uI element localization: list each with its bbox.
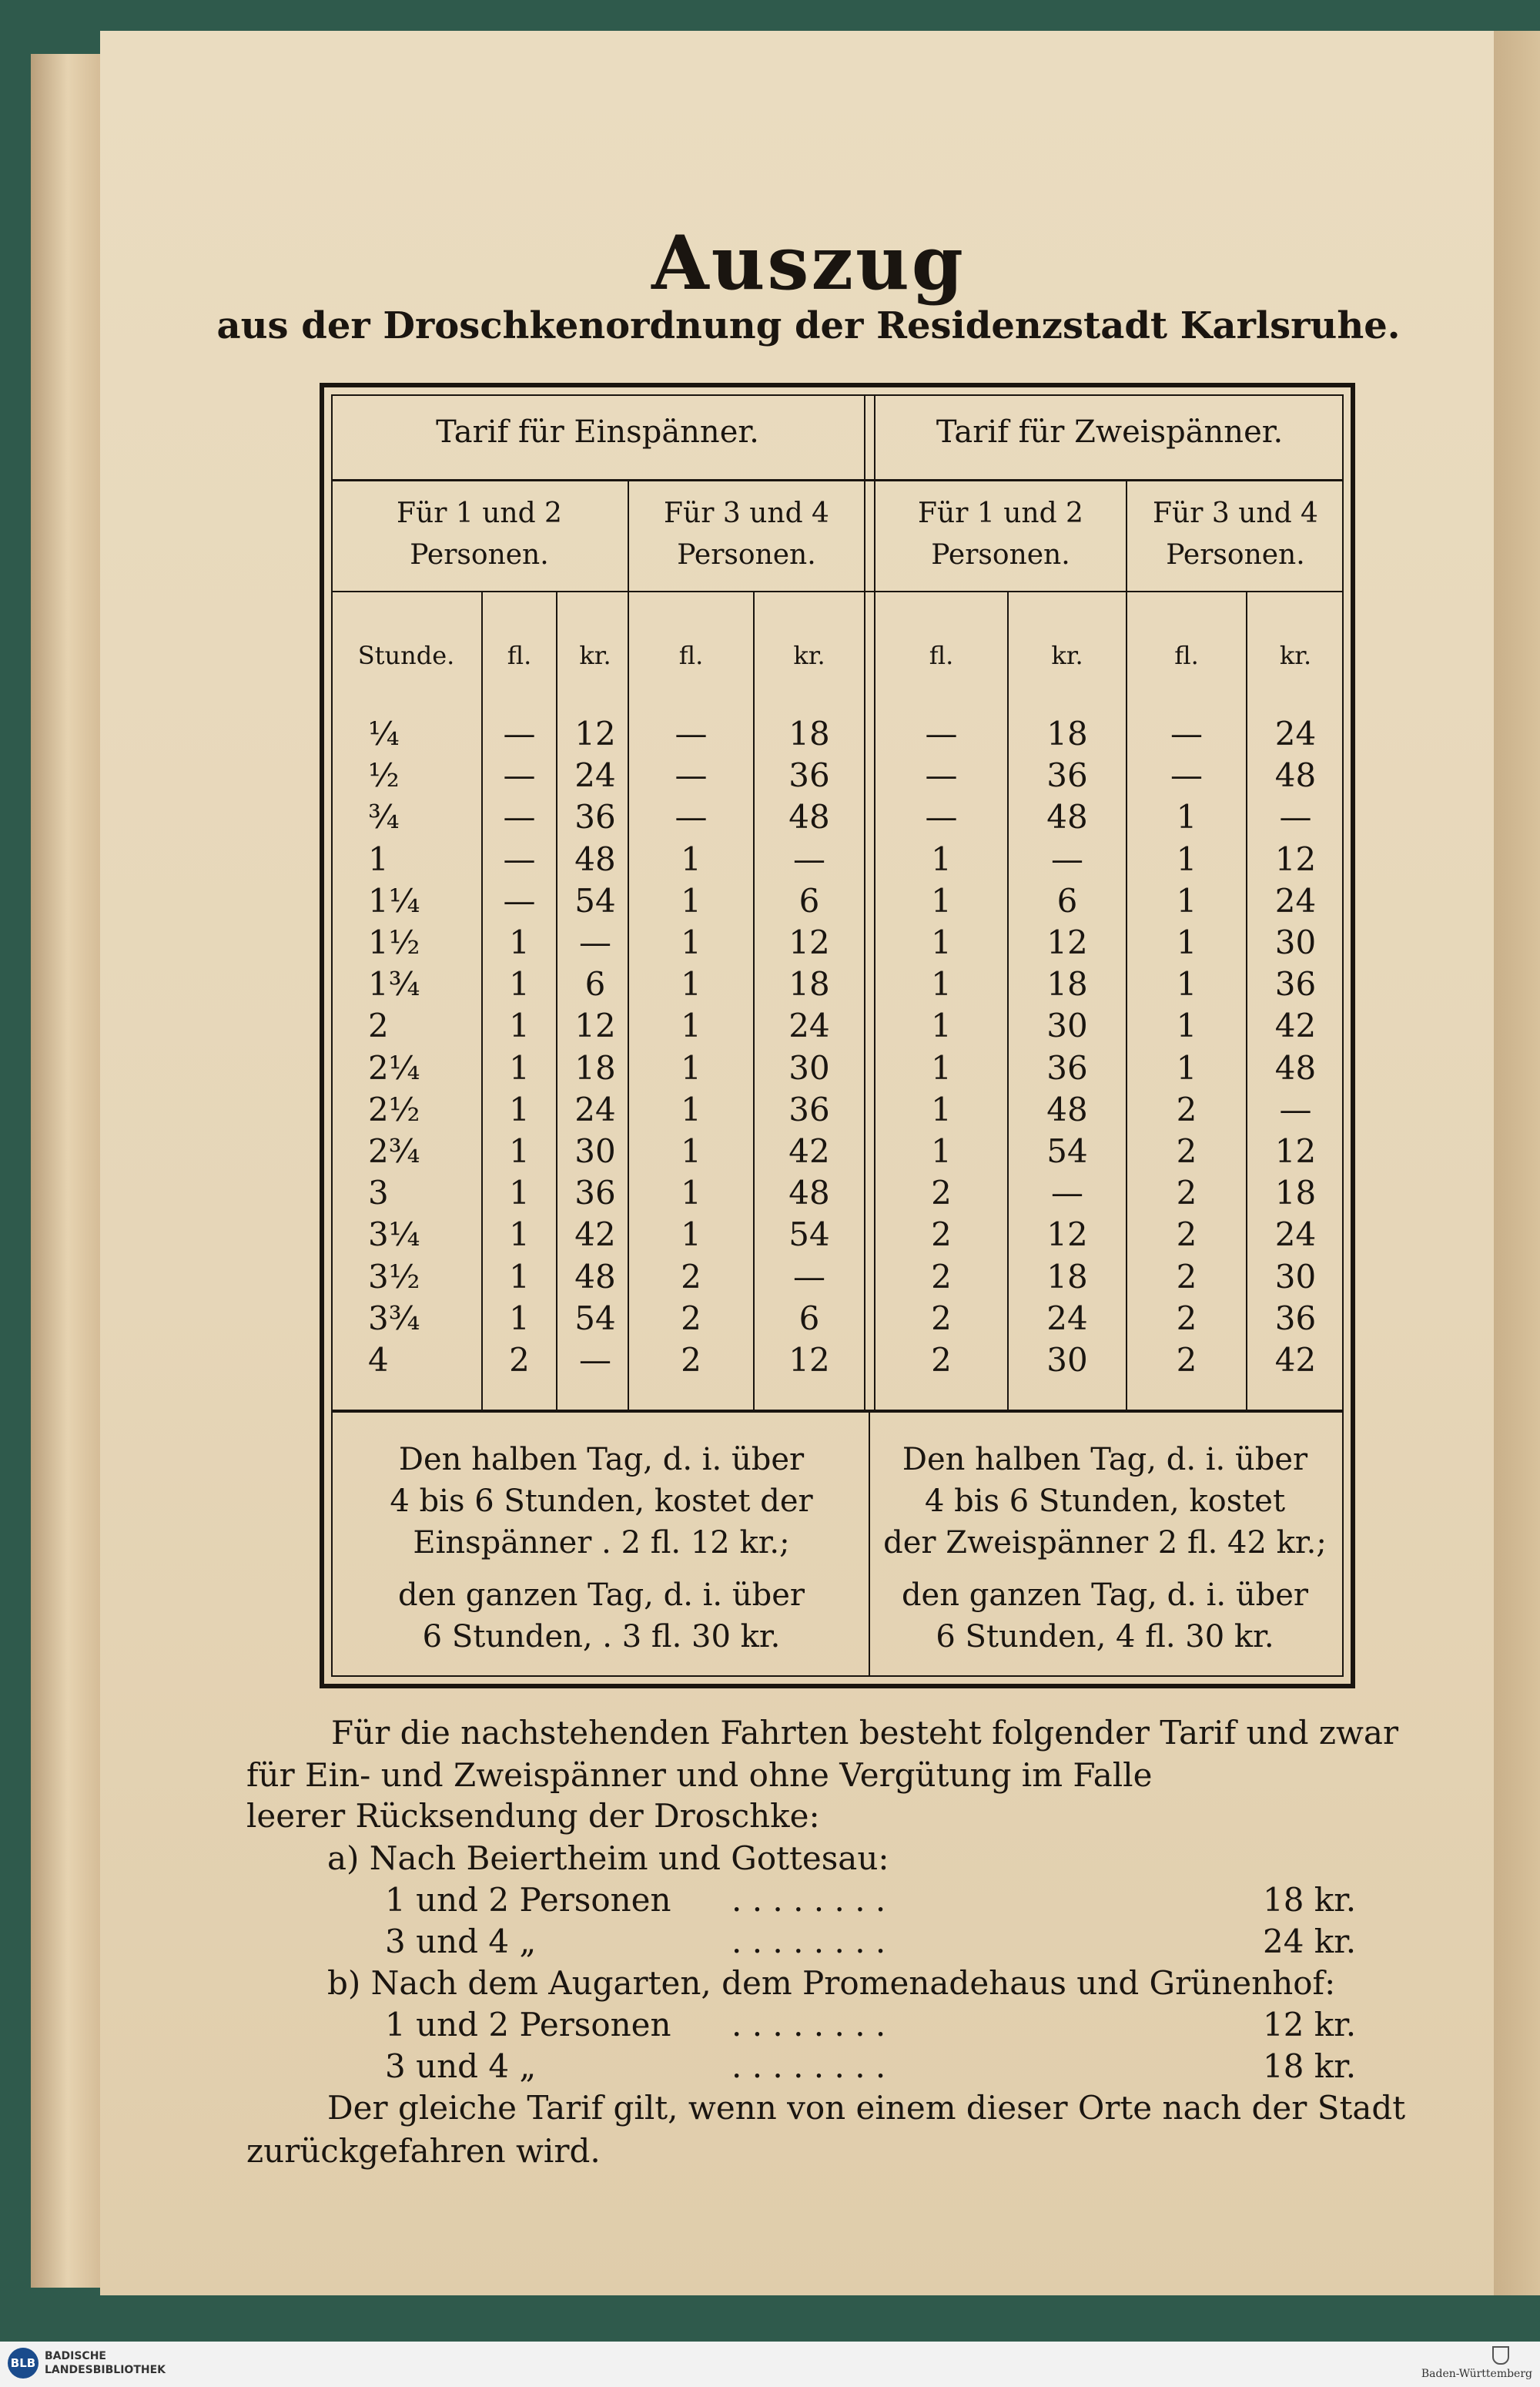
price-cell: 12 — [574, 715, 616, 753]
price-cell: 2 — [1176, 1299, 1197, 1337]
hour-cell: 1½ — [368, 924, 420, 961]
price-cell: — — [1170, 756, 1203, 795]
price-cell: 36 — [788, 1090, 830, 1128]
price-cell: 36 — [574, 798, 616, 836]
price-cell: 1 — [931, 1048, 952, 1087]
price-cell: 2 — [681, 1341, 701, 1379]
price-cell: 24 — [788, 1007, 830, 1045]
price-cell: 18 — [788, 715, 830, 753]
price-cell: 1 — [681, 1132, 701, 1170]
hour-cell: ¾ — [368, 798, 400, 836]
header-einspanner: Tarif für Einspänner. — [436, 414, 759, 450]
price-cell: 12 — [1274, 840, 1317, 878]
price-cell: 24 — [574, 1090, 616, 1128]
price-cell: 1 — [931, 924, 952, 961]
price-cell: 1 — [681, 1215, 701, 1254]
price-cell: 24 — [1274, 715, 1317, 753]
price-cell: — — [675, 715, 708, 753]
hour-cell: 2 — [368, 1007, 389, 1045]
section-b-row1-price: 12 kr. — [1263, 2006, 1357, 2043]
price-cell: 30 — [574, 1132, 616, 1170]
price-cell: 1 — [509, 1007, 530, 1045]
price-cell: 54 — [574, 881, 616, 920]
price-cell: 1 — [1176, 881, 1197, 920]
price-cell: 48 — [788, 798, 830, 836]
outro-line-2: zurückgefahren wird. — [246, 2132, 601, 2170]
price-cell: — — [503, 881, 536, 920]
section-a-row1-label: 1 und 2 Personen — [385, 1881, 671, 1919]
price-cell: 2 — [1176, 1090, 1197, 1128]
note-einspanner-half-day: Den halben Tag, d. i. über 4 bis 6 Stunden, kostet der Einspänner . 2 fl. 12 kr.; — [390, 1442, 813, 1561]
library-name: BADISCHE LANDESBIBLIOTHEK — [45, 2350, 166, 2376]
price-cell: 54 — [788, 1215, 830, 1254]
price-cell: — — [503, 840, 536, 878]
price-cell: 12 — [1274, 1132, 1317, 1170]
price-cell: 1 — [509, 1048, 530, 1087]
price-cell: 2 — [509, 1341, 530, 1379]
price-cell: 54 — [574, 1299, 616, 1337]
price-cell: 18 — [1046, 1257, 1088, 1296]
section-a-heading: a) Nach Beiertheim und Gottesau: — [327, 1839, 889, 1877]
price-cell: 36 — [1274, 1299, 1317, 1337]
column-header: kr. — [579, 641, 611, 670]
price-cell: 48 — [574, 1257, 616, 1296]
hour-cell: 2½ — [368, 1090, 420, 1128]
price-cell: 30 — [1046, 1341, 1088, 1379]
price-cell: 18 — [1046, 715, 1088, 753]
hour-cell: 1¼ — [368, 881, 420, 920]
price-cell: 48 — [1046, 798, 1088, 836]
price-cell: 24 — [1046, 1299, 1088, 1337]
price-cell: 1 — [509, 965, 530, 1004]
book-spine — [1494, 31, 1540, 2295]
price-cell: 1 — [681, 1174, 701, 1212]
section-b-heading: b) Nach dem Augarten, dem Promenadehaus und Grünenhof: — [327, 1964, 1336, 2002]
price-cell: 2 — [931, 1257, 952, 1296]
price-cell: — — [503, 798, 536, 836]
price-cell: 2 — [931, 1341, 952, 1379]
outro-line-1: Der gleiche Tarif gilt, wenn von einem dieser Orte nach der Stadt — [327, 2089, 1406, 2127]
price-cell: 24 — [1274, 881, 1317, 920]
price-cell: 54 — [1046, 1132, 1088, 1170]
price-cell: 2 — [931, 1299, 952, 1337]
price-cell: 1 — [931, 1132, 952, 1170]
price-cell: — — [1279, 1090, 1312, 1128]
crest-icon — [1492, 2346, 1509, 2365]
price-cell: — — [925, 756, 958, 795]
price-cell: — — [1279, 798, 1312, 836]
price-cell: 2 — [1176, 1341, 1197, 1379]
price-cell: 30 — [788, 1048, 830, 1087]
price-cell: 36 — [1046, 756, 1088, 795]
price-cell: 1 — [1176, 965, 1197, 1004]
price-cell: 48 — [1274, 756, 1317, 795]
price-cell: 6 — [1056, 881, 1078, 920]
note-einspanner-full-day: den ganzen Tag, d. i. über 6 Stunden, . 3 fl. 30 kr. — [397, 1577, 805, 1654]
price-cell: — — [579, 924, 611, 961]
table-rule-groups — [331, 479, 1344, 481]
hour-cell: ¼ — [368, 715, 400, 753]
viewer-footer — [0, 2342, 1540, 2387]
price-cell: 30 — [1274, 924, 1317, 961]
hour-cell: 3¾ — [368, 1299, 420, 1337]
price-cell: 18 — [1274, 1174, 1317, 1212]
price-cell: 6 — [584, 965, 606, 1004]
price-cell: 48 — [574, 840, 616, 878]
price-cell: 1 — [509, 1132, 530, 1170]
price-cell: 2 — [1176, 1215, 1197, 1254]
price-cell: 18 — [574, 1048, 616, 1087]
price-cell: 1 — [931, 965, 952, 1004]
section-a-row2-dots: . . . . . . . . — [732, 1923, 886, 1960]
price-cell: 30 — [1046, 1007, 1088, 1045]
price-cell: 42 — [788, 1132, 830, 1170]
price-cell: 1 — [509, 1299, 530, 1337]
intro-line-3: leerer Rücksendung der Droschke: — [246, 1797, 820, 1835]
column-header: fl. — [929, 641, 954, 670]
table-divider-main — [864, 394, 865, 1411]
price-cell: 1 — [681, 1007, 701, 1045]
price-cell: — — [925, 715, 958, 753]
region-label: Baden-Württemberg — [1421, 2368, 1532, 2380]
column-header: fl. — [1174, 641, 1199, 670]
price-cell: 12 — [1046, 924, 1088, 961]
subheader-1-2-einspanner: Für 1 und 2 Personen. — [397, 498, 562, 571]
table-rule-notes — [331, 1410, 1344, 1413]
column-header: fl. — [507, 641, 532, 670]
page-subtitle: aus der Droschkenordnung der Residenzstadt Karlsruhe. — [216, 304, 1401, 347]
hour-cell: 4 — [368, 1341, 389, 1379]
price-cell: 1 — [1176, 798, 1197, 836]
price-cell: 42 — [1274, 1007, 1317, 1045]
price-cell: 12 — [788, 1341, 830, 1379]
table-divider-notes — [869, 1413, 870, 1677]
price-cell: 1 — [681, 881, 701, 920]
column-header: fl. — [678, 641, 704, 670]
note-zweispanner-half-day: Den halben Tag, d. i. über 4 bis 6 Stunden, kostet der Zweispänner 2 fl. 42 kr.; — [883, 1442, 1327, 1561]
section-a-row2-price: 24 kr. — [1263, 1923, 1357, 1960]
price-cell: — — [579, 1341, 611, 1379]
price-cell: — — [793, 1257, 825, 1296]
hour-cell: 3¼ — [368, 1215, 420, 1254]
section-b-row1-label: 1 und 2 Personen — [385, 2006, 671, 2043]
price-cell: 36 — [1046, 1048, 1088, 1087]
price-cell: — — [503, 756, 536, 795]
section-a-row2-label: 3 und 4 „ — [385, 1923, 537, 1960]
column-header: kr. — [793, 641, 825, 670]
header-zweispanner: Tarif für Zweispänner. — [936, 414, 1284, 450]
price-cell: 1 — [509, 924, 530, 961]
price-cell: — — [1051, 1174, 1083, 1212]
price-cell: 1 — [1176, 924, 1197, 961]
hour-cell: 2¼ — [368, 1048, 420, 1087]
price-cell: 1 — [931, 881, 952, 920]
price-cell: 1 — [681, 1048, 701, 1087]
price-cell: 1 — [1176, 1007, 1197, 1045]
price-cell: 1 — [509, 1257, 530, 1296]
price-cell: 48 — [1046, 1090, 1088, 1128]
hour-cell: 2¾ — [368, 1132, 420, 1170]
column-header: Stunde. — [357, 641, 455, 670]
page-title: Auszug — [651, 220, 966, 307]
price-cell: 36 — [788, 756, 830, 795]
subheader-1-2-zweispanner: Für 1 und 2 Personen. — [918, 498, 1083, 571]
price-cell: — — [503, 715, 536, 753]
price-cell: 1 — [931, 840, 952, 878]
price-cell: 12 — [1046, 1215, 1088, 1254]
section-a-row1-price: 18 kr. — [1263, 1881, 1357, 1919]
column-header: kr. — [1051, 641, 1083, 670]
intro-line-1: Für die nachstehenden Fahrten besteht folgender Tarif und zwar — [331, 1714, 1399, 1752]
section-b-row1-dots: . . . . . . . . — [732, 2006, 886, 2043]
price-cell: 12 — [574, 1007, 616, 1045]
price-cell: 1 — [681, 924, 701, 961]
price-cell: 42 — [1274, 1341, 1317, 1379]
price-cell: 2 — [1176, 1257, 1197, 1296]
table-rule-subgroups — [331, 591, 1344, 592]
blb-logo-icon: BLB — [8, 2348, 38, 2379]
price-cell: 24 — [574, 756, 616, 795]
intro-line-2: für Ein- und Zweispänner und ohne Vergütung im Falle — [246, 1756, 1153, 1794]
price-cell: 30 — [1274, 1257, 1317, 1296]
price-cell: 6 — [798, 881, 820, 920]
hour-cell: 1 — [368, 840, 389, 878]
price-cell: — — [675, 756, 708, 795]
price-cell: 42 — [574, 1215, 616, 1254]
hour-cell: 3½ — [368, 1257, 420, 1296]
price-cell: — — [925, 798, 958, 836]
price-cell: 1 — [1176, 840, 1197, 878]
price-cell: — — [793, 840, 825, 878]
price-cell: 1 — [681, 965, 701, 1004]
price-cell: 24 — [1274, 1215, 1317, 1254]
price-cell: — — [675, 798, 708, 836]
section-b-row2-label: 3 und 4 „ — [385, 2047, 537, 2085]
hour-cell: 3 — [368, 1174, 389, 1212]
price-cell: 12 — [788, 924, 830, 961]
price-cell: 18 — [1046, 965, 1088, 1004]
price-cell: 2 — [1176, 1132, 1197, 1170]
hour-cell: 1¾ — [368, 965, 420, 1004]
price-cell: 1 — [509, 1090, 530, 1128]
price-cell: 2 — [931, 1174, 952, 1212]
price-cell: 1 — [681, 840, 701, 878]
price-cell: 36 — [574, 1174, 616, 1212]
section-a-row1-dots: . . . . . . . . — [732, 1881, 886, 1919]
price-cell: — — [1051, 840, 1083, 878]
subheader-3-4-zweispanner: Für 3 und 4 Personen. — [1153, 498, 1318, 571]
subheader-3-4-einspanner: Für 3 und 4 Personen. — [664, 498, 829, 571]
price-cell: 1 — [509, 1215, 530, 1254]
price-cell: 48 — [1274, 1048, 1317, 1087]
price-cell: 1 — [1176, 1048, 1197, 1087]
price-cell: 6 — [798, 1299, 820, 1337]
note-zweispanner-full-day: den ganzen Tag, d. i. über 6 Stunden, 4 fl. 30 kr. — [901, 1577, 1309, 1654]
price-cell: 1 — [931, 1090, 952, 1128]
price-cell: 1 — [931, 1007, 952, 1045]
section-b-row2-price: 18 kr. — [1263, 2047, 1357, 2085]
price-cell: 2 — [681, 1257, 701, 1296]
section-b-row2-dots: . . . . . . . . — [732, 2047, 886, 2085]
price-cell: 48 — [788, 1174, 830, 1212]
hour-cell: ½ — [368, 756, 400, 795]
price-cell: — — [1170, 715, 1203, 753]
price-cell: 36 — [1274, 965, 1317, 1004]
price-cell: 2 — [681, 1299, 701, 1337]
price-cell: 1 — [509, 1174, 530, 1212]
column-header: kr. — [1279, 641, 1312, 670]
price-cell: 18 — [788, 965, 830, 1004]
price-cell: 1 — [681, 1090, 701, 1128]
price-cell: 2 — [931, 1215, 952, 1254]
price-cell: 2 — [1176, 1174, 1197, 1212]
